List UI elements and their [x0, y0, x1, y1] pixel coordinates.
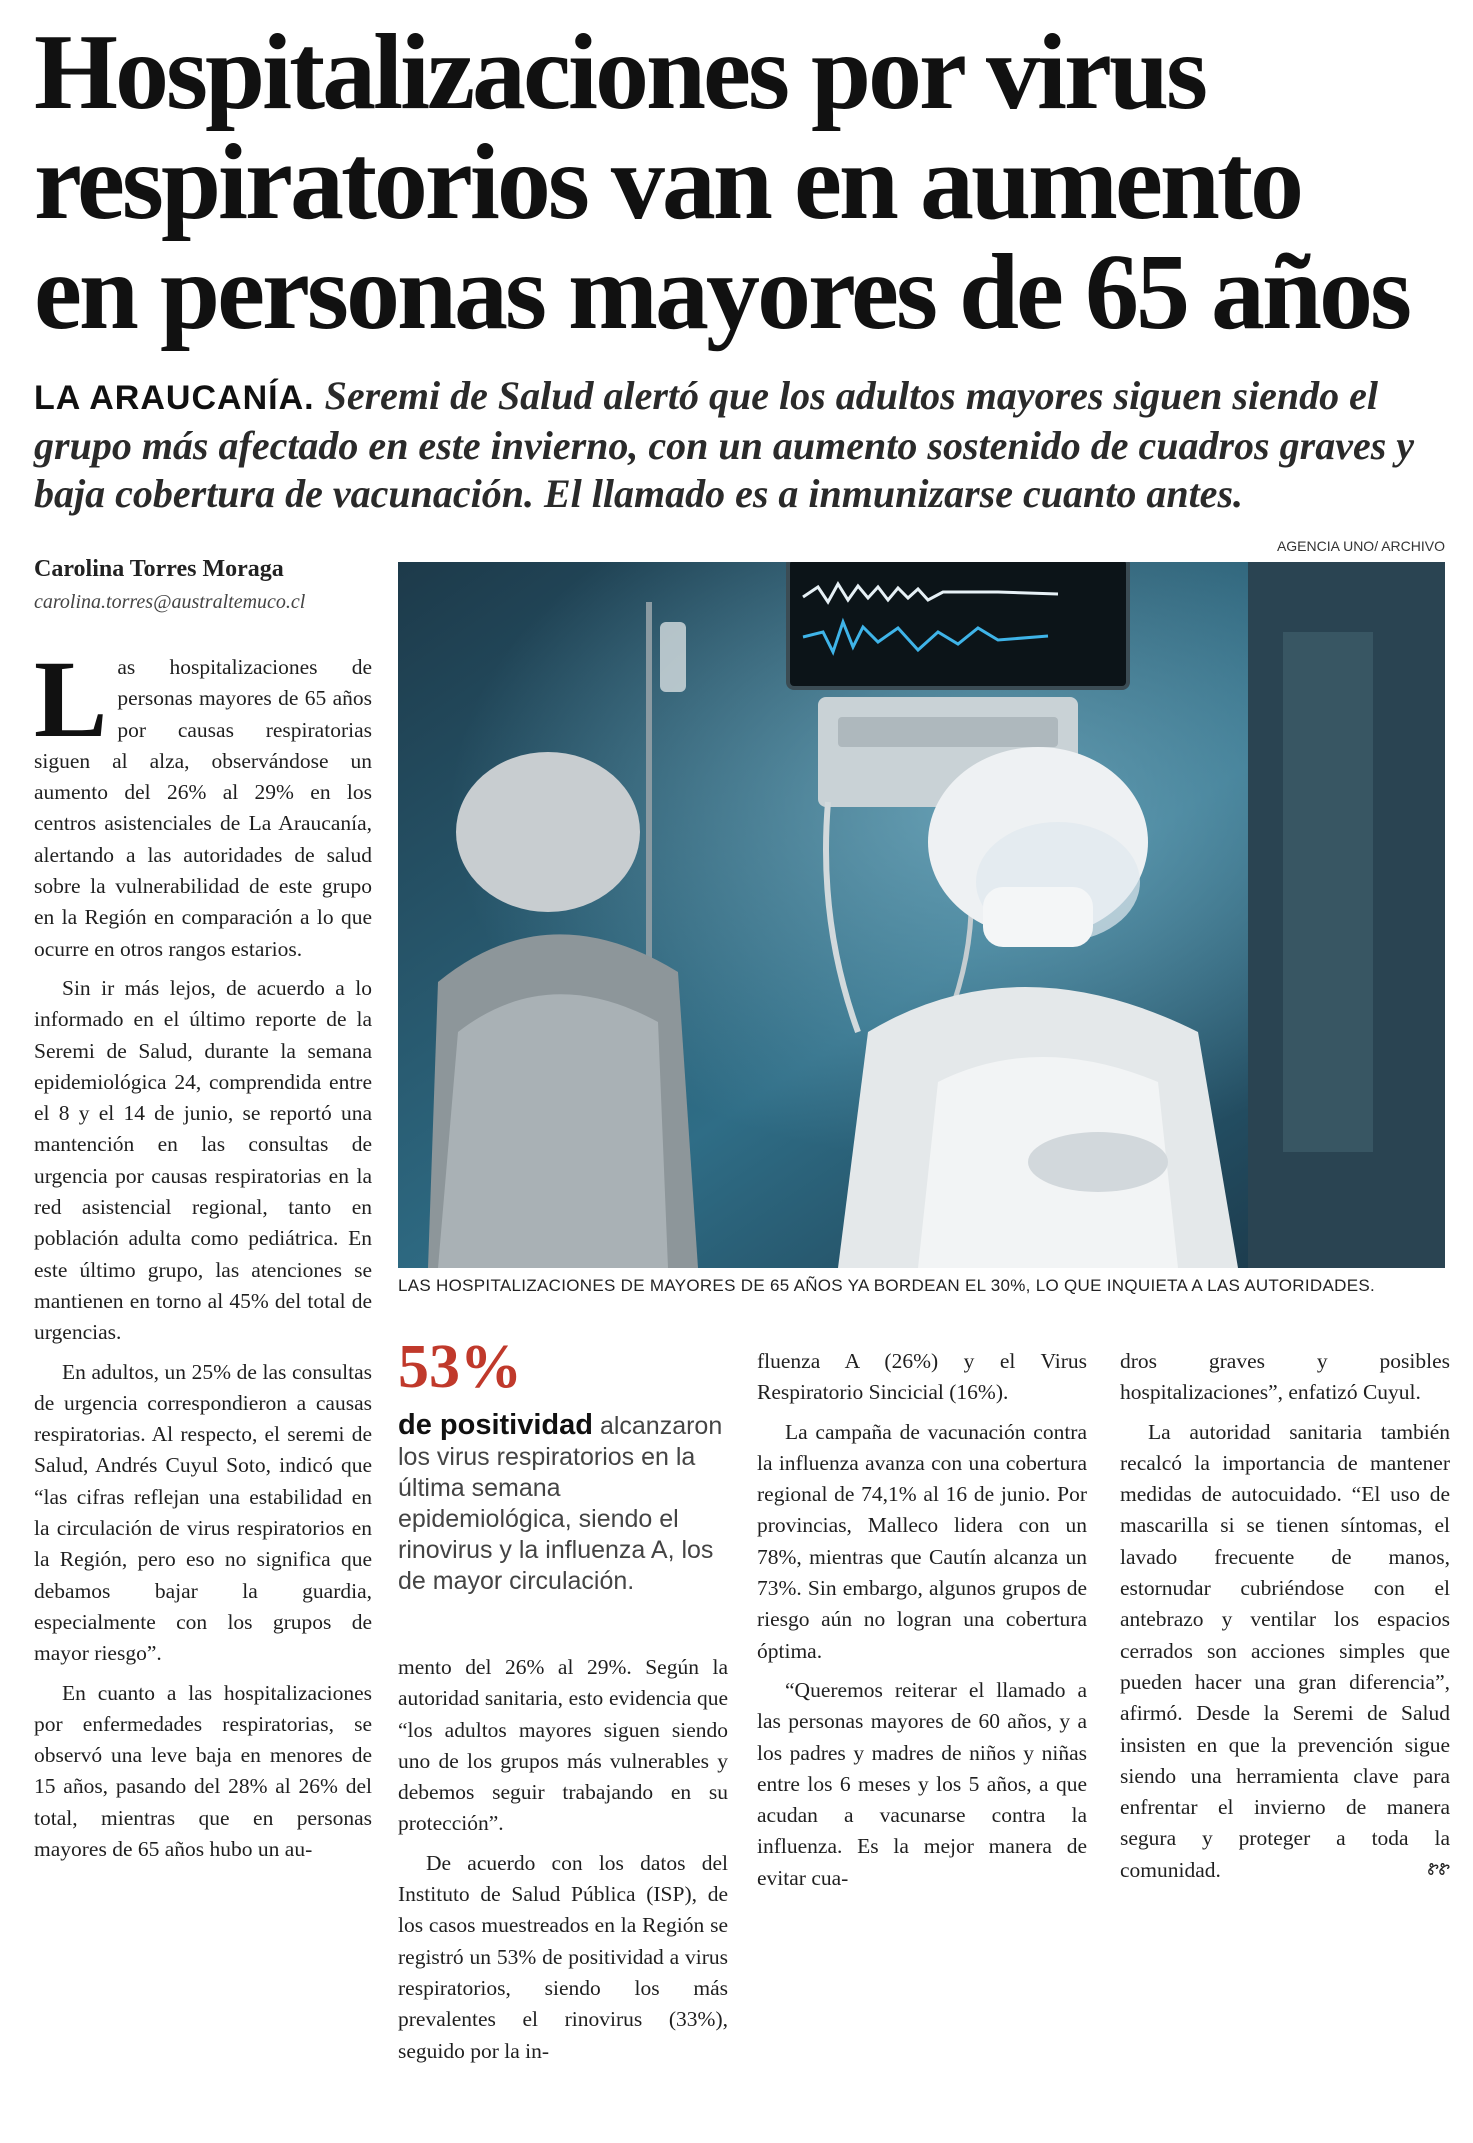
paragraph-11-text: La autoridad sanitaria también recalcó la importancia de mantener medidas de autocuidado. “El uso de mascarilla si se tienen síntomas, el lavado frecuente de manos, estornudar cubriéndose con el antebrazo y ventilar los espacios cerrados son acciones simples que pueden hacer una gran diferencia”, afirmó. Desde la Seremi de Salud insisten en que la prevención sigue siendo una herramienta clave para enfrentar el invierno de manera segura y proteger a toda la comunidad. — [1120, 1419, 1450, 1882]
article-column-3 — [757, 1346, 1087, 1902]
stat-number: 53% — [398, 1333, 522, 1401]
paragraph-3: En adultos, un 25% de las consultas de urgencia correspondieron a causas respiratorias. Al respecto, el seremi de Salud, Andrés Cuyul Soto, indicó que “las cifras reflejan una estabilidad en la circulación de virus respiratorios en la Región, pero eso no significa que debamos bajar la guardia, especialmente con los grupos de mayor riesgo”. — [34, 1359, 372, 1666]
article-column-4 — [1120, 1346, 1450, 1894]
stat-text — [398, 1410, 728, 1597]
lead-kicker: LA ARAUCANÍA. — [34, 379, 315, 417]
headline — [34, 13, 1454, 352]
paragraph-10: dros graves y posibles hospitalizaciones”, enfatizó Cuyul. — [1120, 1349, 1450, 1405]
photo-credit: AGENCIA UNO/ ARCHIVO — [1276, 538, 1445, 554]
paragraph-5: mento del 26% al 29%. Según la autoridad sanitaria, esto evidencia que “los adultos mayores siguen siendo uno de los grupos más vulnerables y debemos seguir trabajando en su protección”. — [398, 1655, 728, 1836]
byline — [34, 556, 374, 614]
paragraph-4: En cuanto a las hospitalizaciones por enfermedades respiratorias, se observó una leve baja en menores de 15 años, pasando del 28% al 26% del total, mientras que en personas mayores de 65 años hubo un au- — [34, 1680, 372, 1861]
stat-callout — [398, 1332, 728, 1597]
paragraph-1 — [34, 638, 372, 965]
lead-text: Seremi de Salud alertó que los adultos mayores siguen siendo el grupo más afectado en este invierno, con un aumento sostenido de cuadros graves y baja cobertura de vacunación. El llamado es a inmunizarse cuanto antes. — [34, 373, 1415, 516]
stat-description: alcanzaron los virus respiratorios en la última semana epidemiológica, siendo el rinovirus y la influenza A, los de mayor circulación. — [398, 1412, 723, 1595]
headline-line-3: en personas mayores de 65 años — [34, 233, 1410, 352]
article-column-2 — [398, 1652, 728, 2075]
paragraph-1-text: as hospitalizaciones de personas mayores de 65 años por causas respiratorias siguen al alza, observándose un aumento del 26% al 29% en los centros asistenciales de La Araucanía, alertando a las autoridades de salud sobre la vulnerabilidad de este grupo en la Región en comparación a lo que ocurre en otros rangos estarios. — [34, 655, 372, 961]
article-photo — [398, 562, 1445, 1268]
author-email: carolina.torres@australtemuco.cl — [34, 591, 306, 613]
author-name: Carolina Torres Moraga — [34, 556, 284, 582]
stat-bold: de positividad — [398, 1409, 593, 1441]
photo-caption: LAS HOSPITALIZACIONES DE MAYORES DE 65 AÑOS YA BORDEAN EL 30%, LO QUE INQUIETA A LAS AUTORIDADES. — [398, 1276, 1375, 1295]
end-mark-icon: ᏑᏑ — [1427, 1861, 1450, 1879]
headline-line-2: respiratorios van en aumento — [34, 123, 1301, 242]
paragraph-2: Sin ir más lejos, de acuerdo a lo informado en el último reporte de la Seremi de Salud, durante la semana epidemiológica 24, comprendida entre el 8 y el 14 de junio, se reportó una mantención en las consultas de urgencia por causas respiratorias en la red asistencial regional, tanto en población adulta como pediátrica. En este último grupo, las atenciones se mantienen en torno al 45% del total de urgencias. — [34, 975, 372, 1345]
article-column-1 — [34, 638, 372, 1873]
paragraph-8: La campaña de vacunación contra la influenza avanza con una cobertura regional de 74,1% al 16 de junio. Por provincias, Malleco lidera con un 78%, mientras que Cautín alcanza un 73%. Sin embargo, algunos grupos de riesgo aún no logran una cobertura óptima. — [757, 1419, 1087, 1663]
drop-cap: L — [34, 638, 108, 760]
headline-line-1: Hospitalizaciones por virus — [34, 13, 1206, 132]
paragraph-6: De acuerdo con los datos del Instituto de Salud Pública (ISP), de los casos muestreados en la Región se registró un 53% de positividad a virus respiratorios, siendo los más prevalentes el rinovirus (33%), seguido por la in- — [398, 1850, 728, 2063]
paragraph-7: fluenza A (26%) y el Virus Respiratorio Sincicial (16%). — [757, 1349, 1087, 1405]
paragraph-11 — [1120, 1417, 1450, 1886]
paragraph-9: “Queremos reiterar el llamado a las personas mayores de 60 años, y a los padres y madres de niños y niñas entre los 6 meses y los 5 años, a que acudan a vacunarse contra la influenza. Es la mejor manera de evitar cua- — [757, 1677, 1087, 1890]
hospital-photo-illustration — [398, 562, 1445, 1268]
lead-paragraph — [34, 372, 1454, 518]
